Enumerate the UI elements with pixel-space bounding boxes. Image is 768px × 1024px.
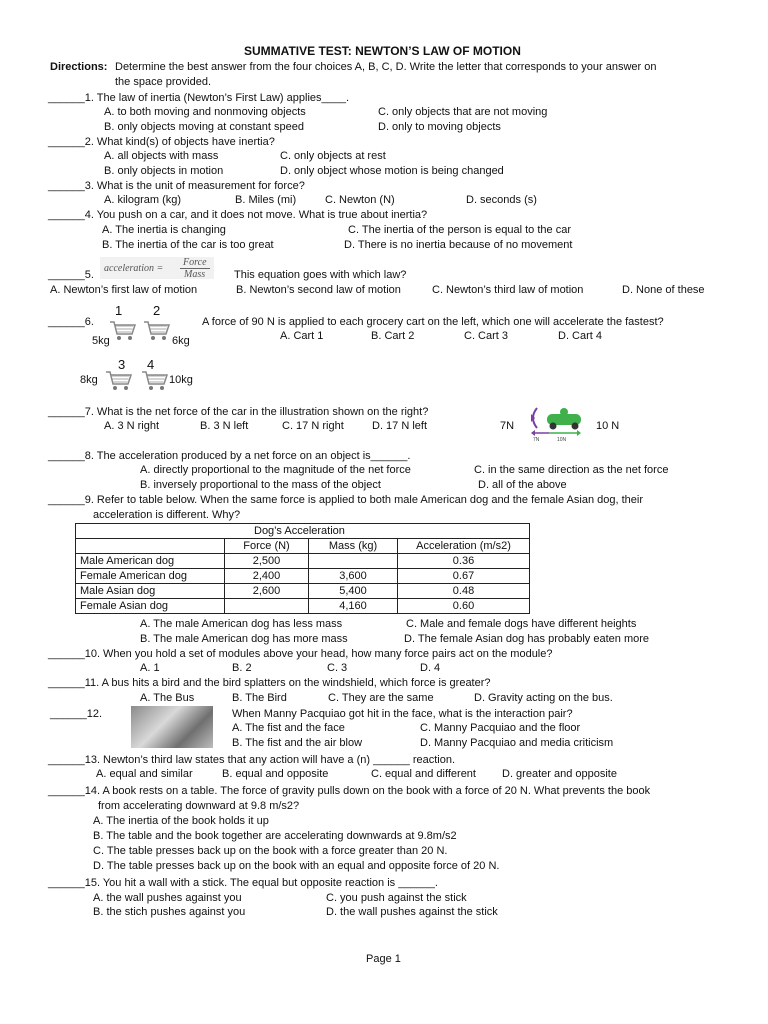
- boxing-photo: [131, 706, 213, 748]
- question-6-number: ______6.: [48, 316, 94, 328]
- q7-choice-b: B. 3 N left: [200, 420, 249, 432]
- table-row: [76, 554, 530, 569]
- table-cell: 3,600: [309, 569, 398, 584]
- q15-choice-d: D. the wall pushes against the stick: [326, 906, 498, 918]
- equation-denominator: Mass: [184, 269, 206, 280]
- q13-choice-a: A. equal and similar: [96, 768, 193, 780]
- q5-choice-d: D. None of these: [622, 284, 705, 296]
- directions-text-2: the space provided.: [115, 76, 212, 88]
- q5-choice-a: A. Newton’s first law of motion: [50, 284, 198, 296]
- table-header: Acceleration (m/s2): [398, 539, 530, 554]
- question-3-stem: ______3. What is the unit of measurement for force?: [48, 180, 305, 192]
- car-small-right-label: 10N: [557, 437, 567, 443]
- table-cell: Male Asian dog: [76, 584, 225, 599]
- table-caption: Dog’s Acceleration: [76, 524, 530, 539]
- table-row: [76, 569, 530, 584]
- q14-choice-d: D. The table presses back up on the book with an equal and opposite force of 20 N.: [93, 860, 500, 872]
- equation-lhs: acceleration =: [104, 263, 164, 274]
- q2-choice-b: B. only objects in motion: [104, 165, 224, 177]
- shopping-cart-4-icon: [140, 368, 170, 394]
- question-14-stem: ______14. A book rests on a table. The force of gravity pulls down on the book with a force of 20 N. What prevents the book: [48, 785, 651, 797]
- car-forces-icon: [525, 402, 590, 442]
- q14-choice-a: A. The inertia of the book holds it up: [93, 815, 269, 827]
- table-cell: 2,600: [225, 584, 309, 599]
- shopping-cart-3-icon: [104, 368, 134, 394]
- directions-text: Determine the best answer from the four choices A, B, C, D. Write the letter that corresponds to your answer on: [115, 61, 657, 73]
- question-2-stem: ______2. What kind(s) of objects have inertia?: [48, 136, 275, 148]
- question-1-stem: ______1. The law of inertia (Newton’s First Law) applies____.: [48, 92, 350, 104]
- q4-choice-c: C. The inertia of the person is equal to the car: [348, 224, 571, 236]
- question-10-stem: ______10. When you hold a set of modules above your head, how many force pairs act on the module?: [48, 648, 553, 660]
- q11-choice-b: B. The Bird: [232, 692, 287, 704]
- cart-3-label: 3: [118, 357, 126, 372]
- question-8-stem: ______8. The acceleration produced by a net force on an object is______.: [48, 450, 411, 462]
- q10-choice-c: C. 3: [327, 662, 348, 674]
- q4-choice-b: B. The inertia of the car is too great: [102, 239, 274, 251]
- table-header: [76, 539, 225, 554]
- q9-choice-d: D. The female Asian dog has probably eaten more: [404, 633, 650, 645]
- shopping-cart-2-icon: [142, 318, 172, 344]
- table-row: [76, 584, 530, 599]
- cart-3-mass: 8kg: [80, 374, 98, 386]
- q2-choice-c: C. only objects at rest: [280, 150, 386, 162]
- q8-choice-b: B. inversely proportional to the mass of the object: [140, 479, 381, 491]
- q11-choice-a: A. The Bus: [140, 692, 195, 704]
- q12-choice-d: D. Manny Pacquiao and media criticism: [420, 737, 614, 749]
- q7-choice-a: A. 3 N right: [104, 420, 160, 432]
- question-7-stem: ______7. What is the net force of the car in the illustration shown on the right?: [48, 406, 429, 418]
- question-12-stem: When Manny Pacquiao got hit in the face, what is the interaction pair?: [232, 708, 573, 720]
- q1-choice-a: A. to both moving and nonmoving objects: [104, 106, 306, 118]
- table-cell: Female Asian dog: [76, 599, 225, 614]
- q1-choice-d: D. only to moving objects: [378, 121, 501, 133]
- question-12-number: ______12.: [50, 708, 102, 720]
- table-cell: 0.36: [398, 554, 530, 569]
- q6-choice-d: D. Cart 4: [558, 330, 603, 342]
- table-header: Force (N): [225, 539, 309, 554]
- q12-choice-b: B. The fist and the air blow: [232, 737, 363, 749]
- question-4-stem: ______4. You push on a car, and it does not move. What is true about inertia?: [48, 209, 428, 221]
- shopping-cart-1-icon: [108, 318, 138, 344]
- q9-choice-c: C. Male and female dogs have different heights: [406, 618, 637, 630]
- question-11-stem: ______11. A bus hits a bird and the bird splatters on the windshield, which force is greater?: [48, 677, 491, 689]
- car-small-left-label: 7N: [533, 437, 540, 443]
- q5-choice-b: B. Newton’s second law of motion: [236, 284, 401, 296]
- q11-choice-d: D. Gravity acting on the bus.: [474, 692, 613, 704]
- q6-choice-c: C. Cart 3: [464, 330, 509, 342]
- table-header-row: [76, 539, 530, 554]
- q8-choice-c: C. in the same direction as the net force: [474, 464, 669, 476]
- right-force-label: 10 N: [596, 420, 620, 432]
- test-title: SUMMATIVE TEST: NEWTON’S LAW OF MOTION: [244, 44, 521, 58]
- table-cell: 0.67: [398, 569, 530, 584]
- left-force-label: 7N: [500, 420, 515, 432]
- q12-choice-c: C. Manny Pacquiao and the floor: [420, 722, 581, 734]
- q8-choice-a: A. directly proportional to the magnitude of the net force: [140, 464, 411, 476]
- equation-numerator: Force: [183, 257, 207, 268]
- cart-2-mass: 6kg: [172, 335, 190, 347]
- question-9-stem-2: acceleration is different. Why?: [93, 509, 241, 521]
- table-cell: [309, 554, 398, 569]
- q13-choice-c: C. equal and different: [371, 768, 476, 780]
- table-cell: 4,160: [309, 599, 398, 614]
- q3-choice-a: A. kilogram (kg): [104, 194, 182, 206]
- cart-1-mass: 5kg: [92, 335, 110, 347]
- table-row: [76, 599, 530, 614]
- cart-4-label: 4: [147, 357, 155, 372]
- q4-choice-a: A. The inertia is changing: [102, 224, 226, 236]
- q10-choice-d: D. 4: [420, 662, 441, 674]
- q14-choice-c: C. The table presses back up on the book with a force greater than 20 N.: [93, 845, 448, 857]
- q2-choice-a: A. all objects with mass: [104, 150, 219, 162]
- q7-choice-d: D. 17 N left: [372, 420, 428, 432]
- q1-choice-c: C. only objects that are not moving: [378, 106, 548, 118]
- table-cell: Male American dog: [76, 554, 225, 569]
- table-cell: Female American dog: [76, 569, 225, 584]
- q9-choice-a: A. The male American dog has less mass: [140, 618, 343, 630]
- q8-choice-d: D. all of the above: [478, 479, 567, 491]
- question-15-stem: ______15. You hit a wall with a stick. The equal but opposite reaction is ______.: [48, 877, 438, 889]
- q3-choice-d: D. seconds (s): [466, 194, 537, 206]
- q13-choice-b: B. equal and opposite: [222, 768, 329, 780]
- q15-choice-b: B. the stich pushes against you: [93, 906, 246, 918]
- q1-choice-b: B. only objects moving at constant speed: [104, 121, 304, 133]
- q10-choice-a: A. 1: [140, 662, 160, 674]
- q9-choice-b: B. The male American dog has more mass: [140, 633, 348, 645]
- equation-image: [100, 257, 214, 279]
- q13-choice-d: D. greater and opposite: [502, 768, 617, 780]
- table-cell: 2,500: [225, 554, 309, 569]
- q5-choice-c: C. Newton’s third law of motion: [432, 284, 584, 296]
- table-cell: 0.60: [398, 599, 530, 614]
- cart-4-mass: 10kg: [169, 374, 193, 386]
- q2-choice-d: D. only object whose motion is being changed: [280, 165, 504, 177]
- q4-choice-d: D. There is no inertia because of no movement: [344, 239, 573, 251]
- q7-choice-c: C. 17 N right: [282, 420, 344, 432]
- question-5-stem: This equation goes with which law?: [234, 269, 407, 281]
- q3-choice-b: B. Miles (mi): [235, 194, 297, 206]
- table-cell: 0.48: [398, 584, 530, 599]
- table-header: Mass (kg): [309, 539, 398, 554]
- question-13-stem: ______13. Newton’s third law states that any action will have a (n) ______ reaction.: [48, 754, 456, 766]
- table-caption-row: [76, 524, 530, 539]
- q15-choice-c: C. you push against the stick: [326, 892, 467, 904]
- q11-choice-c: C. They are the same: [328, 692, 434, 704]
- cart-2-label: 2: [153, 303, 161, 318]
- q6-choice-b: B. Cart 2: [371, 330, 415, 342]
- dog-acceleration-table: [75, 523, 530, 614]
- table-cell: 5,400: [309, 584, 398, 599]
- directions-label: Directions:: [50, 61, 108, 73]
- q6-choice-a: A. Cart 1: [280, 330, 324, 342]
- question-9-stem: ______9. Refer to table below. When the same force is applied to both male American dog and the female Asian dog, their: [48, 494, 643, 506]
- question-6-stem: A force of 90 N is applied to each grocery cart on the left, which one will accelerate the fastest?: [202, 316, 664, 328]
- page-number: Page 1: [366, 953, 401, 965]
- q3-choice-c: C. Newton (N): [325, 194, 395, 206]
- table-cell: [225, 599, 309, 614]
- table-cell: 2,400: [225, 569, 309, 584]
- q10-choice-b: B. 2: [232, 662, 252, 674]
- question-14-stem-2: from accelerating downward at 9.8 m/s2?: [98, 800, 300, 812]
- q12-choice-a: A. The fist and the face: [232, 722, 345, 734]
- question-5-number: ______5.: [48, 269, 94, 281]
- q14-choice-b: B. The table and the book together are accelerating downwards at 9.8m/s2: [93, 830, 457, 842]
- cart-1-label: 1: [115, 303, 123, 318]
- q15-choice-a: A. the wall pushes against you: [93, 892, 242, 904]
